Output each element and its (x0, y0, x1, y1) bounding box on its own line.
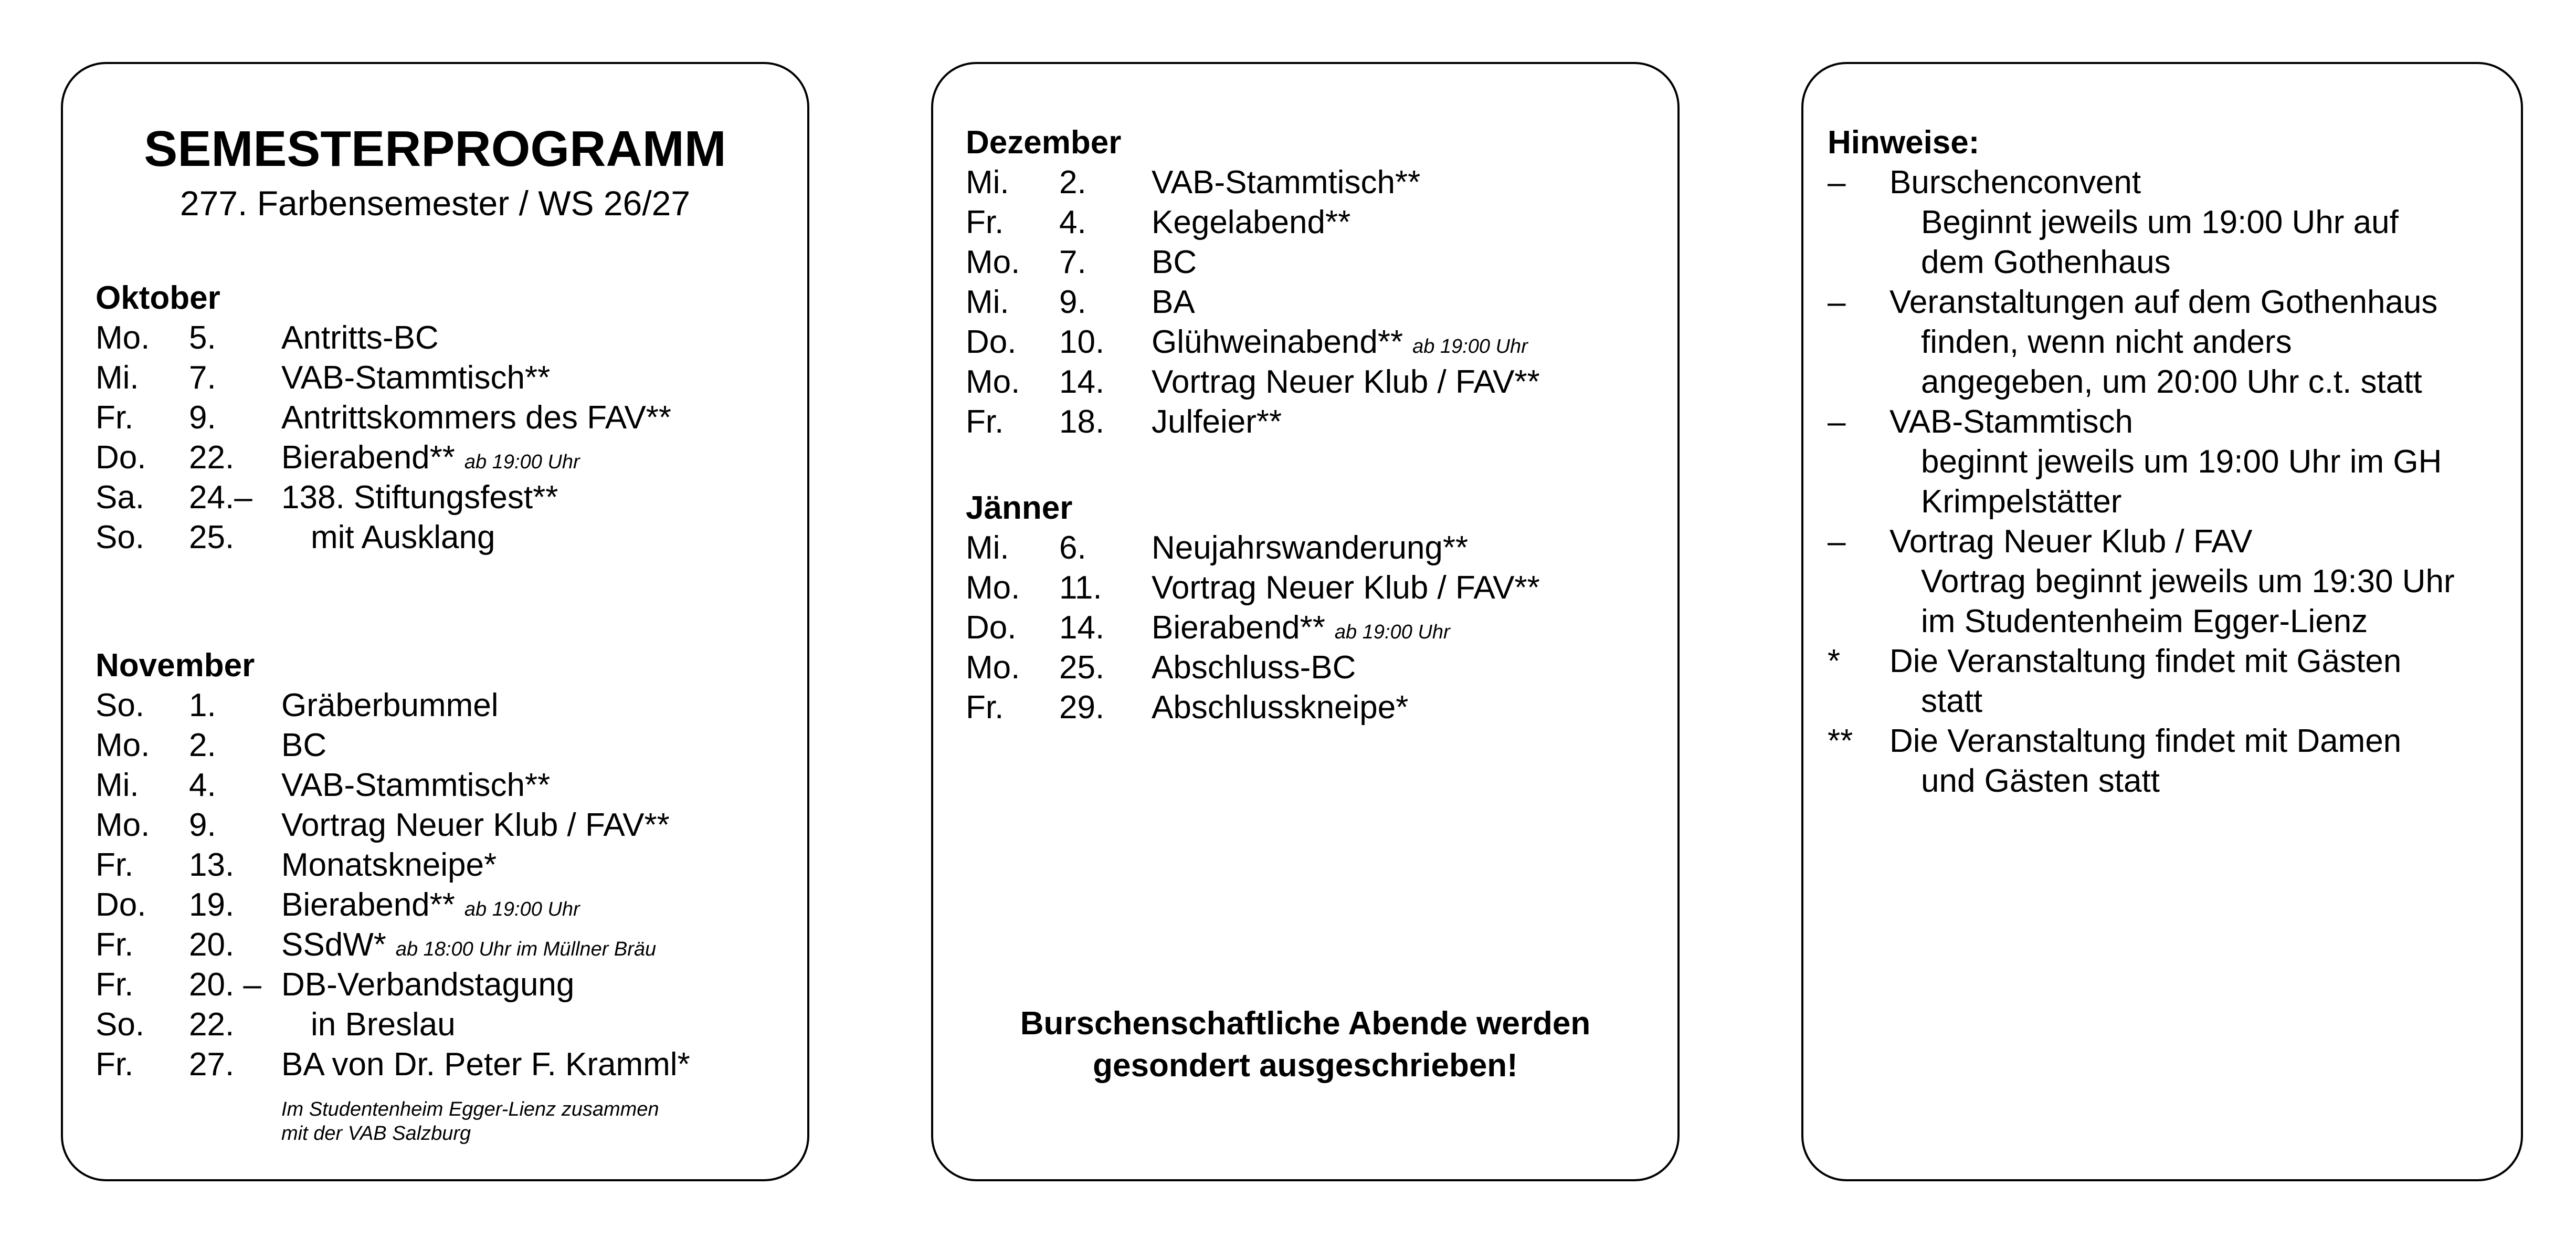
note-item (1828, 282, 2510, 402)
date: 22. (189, 439, 235, 476)
weekday: Mo. (966, 570, 1020, 606)
event-name: Bierabend** (281, 439, 455, 476)
weekday: Mo. (966, 244, 1020, 280)
event-title: Abschlusskneipe* (1152, 689, 1409, 726)
event-title: BC (1152, 244, 1197, 280)
event-title: BA (1152, 284, 1195, 320)
event-row (96, 726, 791, 765)
weekday: Fr. (966, 404, 1004, 440)
weekday: Mi. (966, 530, 1009, 566)
date: 19. (189, 887, 235, 923)
event-title: Abschluss-BC (1152, 649, 1356, 686)
date: 29. (1059, 689, 1105, 726)
event-title: Vortrag Neuer Klub / FAV** (1152, 570, 1540, 606)
weekday: Mo. (96, 727, 150, 763)
note-title: Vortrag Neuer Klub / FAV (1889, 523, 2253, 560)
date: 14. (1059, 610, 1105, 646)
event-title (281, 925, 656, 969)
event-title: Kegelabend** (1152, 204, 1351, 240)
note-marker: – (1828, 284, 1846, 320)
weekday: Do. (966, 324, 1017, 360)
program-subtitle: 277. Farbensemester / WS 26/27 (180, 184, 691, 223)
weekday: Fr. (96, 927, 134, 963)
month-heading: Jänner (966, 490, 1073, 526)
note-marker: ** (1828, 723, 1853, 759)
note-marker: – (1828, 164, 1846, 201)
event-row (96, 478, 791, 518)
event-row (966, 402, 1662, 442)
date: 22. (189, 1006, 235, 1043)
date: 4. (189, 767, 216, 803)
note-title: Die Veranstaltung findet mit Damen (1889, 723, 2402, 759)
date: 5. (189, 320, 216, 356)
event-name: Bierabend** (281, 887, 455, 923)
program-card-december-january (931, 62, 1680, 1181)
event-row (966, 243, 1662, 282)
date: 9. (1059, 284, 1086, 320)
event-title (1152, 608, 1450, 652)
date: 27. (189, 1046, 235, 1083)
note-detail: angegeben, um 20:00 Uhr c.t. statt (1921, 364, 2422, 400)
notes-list (1828, 123, 2510, 801)
weekday: Do. (96, 887, 146, 923)
weekday: Do. (966, 610, 1017, 646)
event-row (966, 203, 1662, 243)
notes-card (1801, 62, 2523, 1181)
weekday: Fr. (966, 689, 1004, 726)
event-row (966, 163, 1662, 203)
event-name: Glühweinabend** (1152, 324, 1403, 360)
event-title: Julfeier** (1152, 404, 1282, 440)
event-row (966, 362, 1662, 402)
weekday: So. (96, 1006, 145, 1043)
event-time-note: ab 19:00 Uhr (1334, 621, 1450, 643)
weekday: Fr. (966, 204, 1004, 240)
note-detail: statt (1921, 683, 1983, 719)
date: 2. (189, 727, 216, 763)
event-row (96, 925, 791, 965)
note-detail: im Studentenheim Egger-Lienz (1921, 603, 2368, 639)
event-row (96, 686, 791, 726)
date: 25. (1059, 649, 1105, 686)
date: 13. (189, 847, 235, 883)
event-title: Vortrag Neuer Klub / FAV** (1152, 364, 1540, 400)
date: 24.– (189, 479, 252, 516)
event-title: Vortrag Neuer Klub / FAV** (281, 807, 670, 843)
date: 9. (189, 400, 216, 436)
date: 18. (1059, 404, 1105, 440)
note-item (1828, 522, 2510, 642)
event-title: VAB-Stammtisch** (1152, 164, 1421, 201)
notes-heading: Hinweise: (1828, 124, 1980, 161)
event-row (966, 282, 1662, 322)
note-item (1828, 163, 2510, 282)
weekday: Sa. (96, 479, 145, 516)
weekday: Mi. (966, 164, 1009, 201)
weekday: Mi. (96, 767, 139, 803)
event-title: in Breslau (311, 1006, 456, 1043)
event-row (966, 528, 1662, 568)
note-item (1828, 402, 2510, 522)
month-heading: Oktober (96, 280, 220, 316)
event-title: VAB-Stammtisch** (281, 767, 551, 803)
weekday: Mi. (966, 284, 1009, 320)
event-row (96, 1045, 791, 1085)
month-section-november (96, 646, 791, 1145)
event-row (966, 608, 1662, 648)
date: 10. (1059, 324, 1105, 360)
date: 7. (1059, 244, 1086, 280)
event-title: VAB-Stammtisch** (281, 360, 551, 396)
event-row (96, 438, 791, 478)
note-title: Veranstaltungen auf dem Gothenhaus (1889, 284, 2438, 320)
event-title: Antrittskommers des FAV** (281, 400, 672, 436)
event-row (96, 518, 791, 558)
closing-notice (933, 1003, 1677, 1087)
note-detail: Vortrag beginnt jeweils um 19:30 Uhr (1921, 563, 2455, 600)
note-title: Die Veranstaltung findet mit Gästen (1889, 643, 2402, 679)
event-title (1152, 322, 1528, 366)
note-title: Burschenconvent (1889, 164, 2141, 201)
event-time-note: ab 19:00 Uhr (1412, 335, 1528, 358)
event-time-note: ab 19:00 Uhr (464, 451, 580, 473)
event-row (96, 398, 791, 438)
weekday: Fr. (96, 967, 134, 1003)
date: 20. – (189, 967, 261, 1003)
event-time-note: ab 19:00 Uhr (464, 898, 580, 920)
event-title: Neujahrswanderung** (1152, 530, 1469, 566)
event-title: DB-Verbandstagung (281, 967, 575, 1003)
closing-line: Burschenschaftliche Abende werden (1020, 1005, 1591, 1042)
note-detail: und Gästen statt (1921, 763, 2160, 799)
date: 6. (1059, 530, 1086, 566)
event-row (966, 568, 1662, 608)
date: 11. (1059, 570, 1102, 606)
event-row (966, 322, 1662, 362)
month-heading: November (96, 647, 255, 684)
event-row (96, 845, 791, 885)
event-row (96, 358, 791, 398)
date: 20. (189, 927, 235, 963)
date: 1. (189, 687, 216, 723)
event-title (281, 438, 580, 482)
month-heading: Dezember (966, 124, 1122, 161)
event-row (966, 648, 1662, 688)
program-card-october-november (61, 62, 809, 1181)
event-title: BA von Dr. Peter F. Kramml* (281, 1046, 690, 1083)
event-title: 138. Stiftungsfest** (281, 479, 558, 516)
note-marker: – (1828, 523, 1846, 560)
event-name: SSdW* (281, 927, 386, 963)
event-name: Bierabend** (1152, 610, 1325, 646)
weekday: Do. (96, 439, 146, 476)
event-subnote: Im Studentenheim Egger-Lienz zusammen (281, 1098, 659, 1120)
date: 4. (1059, 204, 1086, 240)
event-row (96, 765, 791, 805)
note-detail: finden, wenn nicht anders (1921, 324, 2292, 360)
event-time-note: ab 18:00 Uhr im Müllner Bräu (395, 938, 657, 960)
weekday: Mo. (96, 320, 150, 356)
event-row (96, 1005, 791, 1045)
program-title: SEMESTERPROGRAMM (144, 121, 726, 177)
event-row (96, 805, 791, 845)
event-row (96, 318, 791, 358)
weekday: Fr. (96, 847, 134, 883)
event-title: Monatskneipe* (281, 847, 497, 883)
event-title: Antritts-BC (281, 320, 439, 356)
event-title: mit Ausklang (311, 519, 495, 555)
event-row (96, 965, 791, 1005)
event-title (281, 885, 580, 929)
note-detail: Beginnt jeweils um 19:00 Uhr auf (1921, 204, 2399, 240)
event-row (96, 885, 791, 925)
note-detail: Krimpelstätter (1921, 484, 2122, 520)
date: 14. (1059, 364, 1105, 400)
month-section-oktober (96, 278, 791, 558)
note-marker: * (1828, 643, 1841, 679)
weekday: So. (96, 519, 145, 555)
date: 25. (189, 519, 235, 555)
weekday: Mo. (96, 807, 150, 843)
note-detail: dem Gothenhaus (1921, 244, 2171, 280)
date: 2. (1059, 164, 1086, 201)
note-title: VAB-Stammtisch (1889, 404, 2133, 440)
note-item (1828, 642, 2510, 721)
weekday: Mo. (966, 649, 1020, 686)
event-title: BC (281, 727, 327, 763)
event-title: Gräberbummel (281, 687, 499, 723)
date: 9. (189, 807, 216, 843)
weekday: Mo. (966, 364, 1020, 400)
weekday: So. (96, 687, 145, 723)
weekday: Mi. (96, 360, 139, 396)
date: 7. (189, 360, 216, 396)
event-row (966, 688, 1662, 728)
closing-line: gesondert ausgeschrieben! (1093, 1047, 1518, 1084)
month-section-jaenner (966, 488, 1662, 728)
note-marker: – (1828, 404, 1846, 440)
weekday: Fr. (96, 400, 134, 436)
note-item (1828, 721, 2510, 801)
event-subnote: mit der VAB Salzburg (281, 1122, 471, 1145)
note-detail: beginnt jeweils um 19:00 Uhr im GH (1921, 444, 2442, 480)
weekday: Fr. (96, 1046, 134, 1083)
month-section-dezember (966, 123, 1662, 442)
